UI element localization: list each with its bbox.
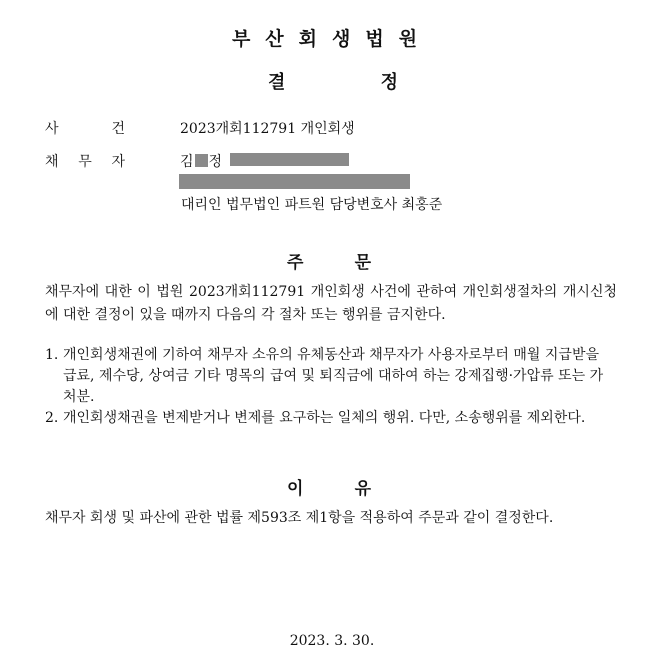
reason-heading-char: 유 (354, 479, 371, 499)
list-item (45, 408, 615, 429)
reason-heading (287, 474, 371, 499)
debtor-label-char: 무 (78, 154, 92, 170)
list-item-text: 개인회생채권에 기하여 채무자 소유의 유체동산과 채무자가 사용자로부터 매월 지급받을 급료, 제수당, 상여금 기타 명목의 급여 및 퇴직금에 대하여 하는 강제집행·가압류 또는 가처분. (63, 347, 604, 405)
debtor-name-first: 김 (180, 154, 194, 170)
debtor-label-char: 자 (111, 154, 125, 170)
address-redaction (179, 174, 410, 189)
list-item-number: 2. (45, 410, 59, 426)
order-heading-char: 주 (287, 253, 304, 273)
order-paragraph: 채무자에 대한 이 법원 2023개회112791 개인회생 사건에 관하여 개인회생절차의 개시신청에 대한 결정이 있을 때까지 다음의 각 절차 또는 행위를 금지한다. (45, 284, 617, 323)
id-redaction (230, 153, 349, 166)
case-number: 2023개회112791 개인회생 (180, 121, 355, 137)
list-item-text: 개인회생채권을 변제받거나 변제를 요구하는 일체의 행위. 다만, 소송행위를 제외한다. (63, 410, 586, 426)
debtor-name-last: 정 (208, 154, 223, 170)
document-type-char: 정 (380, 72, 398, 93)
debtor-label-char: 채 (45, 154, 59, 170)
debtor-label (45, 151, 125, 171)
court-name: 부산회생법원 (231, 28, 433, 50)
order-heading (287, 248, 371, 273)
order-heading-char: 문 (354, 253, 371, 273)
reason-text: 채무자 회생 및 파산에 관한 법률 제593조 제1항을 적용하여 주문과 같이 결정한다. (45, 510, 554, 526)
list-item (45, 345, 615, 408)
debtor-name (180, 151, 222, 171)
case-label-char: 사 (45, 121, 59, 137)
case-label-char: 건 (111, 121, 125, 137)
document-type-title (268, 68, 398, 94)
list-item-number: 1. (45, 347, 59, 363)
debtor-agent: 대리인 법무법인 파트원 담당변호사 최홍준 (181, 197, 443, 213)
name-redaction (195, 154, 208, 167)
case-label (45, 118, 125, 138)
document-type-char: 결 (268, 72, 286, 93)
order-list (45, 345, 615, 429)
decision-date: 2023. 3. 30. (289, 633, 375, 649)
reason-heading-char: 이 (287, 479, 304, 499)
